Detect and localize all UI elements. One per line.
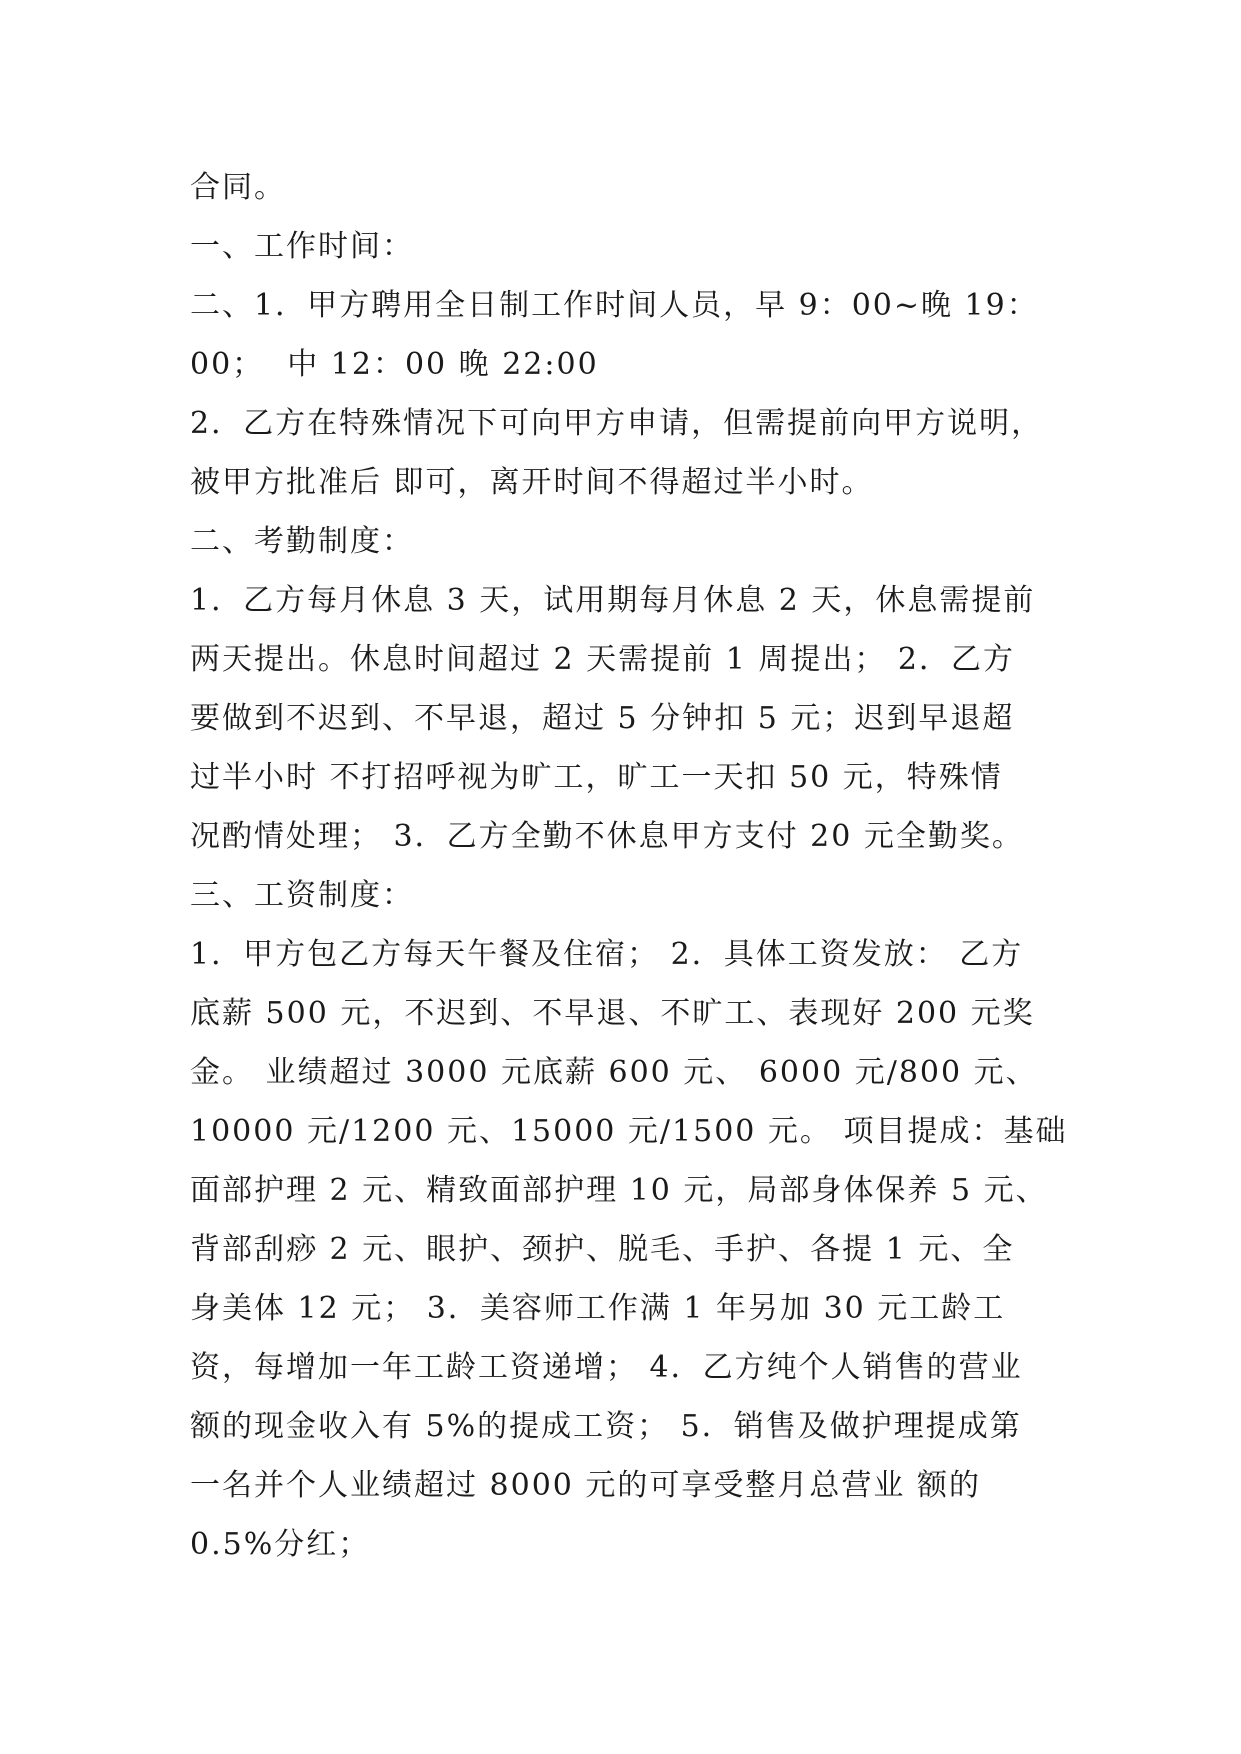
section-heading-salary: 三、工资制度：	[190, 878, 414, 913]
text-line: 要做到不迟到、不早退，超过 5 分钟扣 5 元；迟到早退超	[190, 701, 1015, 736]
section-heading-work-time: 一、工作时间：	[190, 229, 414, 264]
text-line: 过半小时 不打招呼视为旷工，旷工一天扣 50 元，特殊情	[190, 760, 1003, 795]
text-line: 1．乙方每月休息 3 天，试用期每月休息 2 天，休息需提前	[190, 583, 1036, 618]
text-line: 况酌情处理； 3．乙方全勤不休息甲方支付 20 元全勤奖。	[190, 819, 1024, 854]
text-line: 2．乙方在特殊情况下可向甲方申请，但需提前向甲方说明，	[190, 406, 1044, 441]
text-line: 10000 元/1200 元、15000 元/1500 元。 项目提成：基础	[190, 1114, 1068, 1149]
text-line: 额的现金收入有 5%的提成工资； 5．销售及做护理提成第	[190, 1409, 1022, 1444]
text-line: 二、1．甲方聘用全日制工作时间人员，早 9：00~晚 19：	[190, 288, 1039, 323]
text-line: 0.5%分红；	[190, 1527, 371, 1562]
text-line: 背部刮痧 2 元、眼护、颈护、脱毛、手护、各提 1 元、全	[190, 1232, 1015, 1267]
text-line: 金。 业绩超过 3000 元底薪 600 元、 6000 元/800 元、	[190, 1055, 1038, 1090]
text-line: 被甲方批准后 即可，离开时间不得超过半小时。	[190, 465, 874, 500]
text-line: 两天提出。休息时间超过 2 天需提前 1 周提出； 2．乙方	[190, 642, 1015, 677]
text-line: 身美体 12 元； 3．美容师工作满 1 年另加 30 元工龄工	[190, 1291, 1006, 1326]
text-line: 一名并个人业绩超过 8000 元的可享受整月总营业 额的	[190, 1468, 981, 1503]
text-line: 合同。	[190, 170, 286, 205]
text-line: 面部护理 2 元、精致面部护理 10 元，局部身体保养 5 元、	[190, 1173, 1048, 1208]
section-heading-attendance: 二、考勤制度：	[190, 524, 414, 559]
text-line: 1．甲方包乙方每天午餐及住宿； 2．具体工资发放： 乙方	[190, 937, 1024, 972]
text-line: 资，每增加一年工龄工资递增； 4．乙方纯个人销售的营业	[190, 1350, 1023, 1385]
text-line: 底薪 500 元，不迟到、不早退、不旷工、表现好 200 元奖	[190, 996, 1035, 1031]
text-line: 00； 中 12：00 晚 22:00	[190, 347, 599, 382]
contract-text-body	[190, 158, 1070, 1574]
